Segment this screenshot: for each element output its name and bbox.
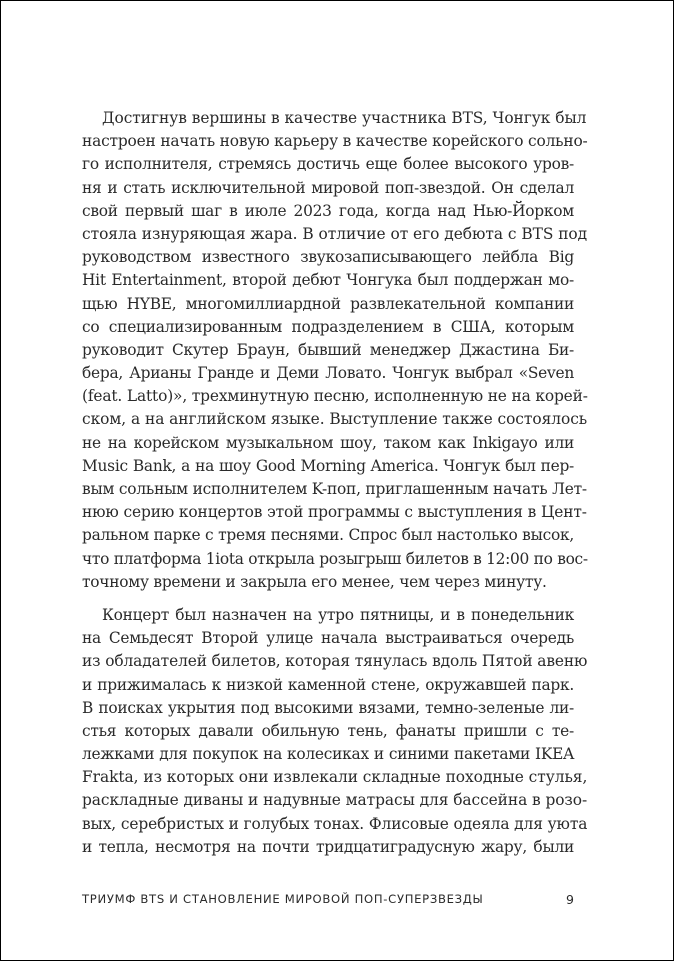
text-line: руководством известного звукозаписывающего лейбла Big <box>82 248 574 267</box>
text-line: В поисках укрытия под высокими вязами, темно-зеленые ли- <box>82 698 574 717</box>
text-line: не на корейском музыкальном шоу, таком как Inkigayo или <box>82 433 574 452</box>
text-line: раскладные диваны и надувные матрасы для бассейна в розо- <box>82 791 588 810</box>
text-line: руководит Скутер Браун, бывший менеджер Джастина Би- <box>82 340 574 359</box>
text-line: Frakta, из которых они извлекали складные походные стулья, <box>82 768 588 787</box>
text-line: точному времени и закрыла его менее, чем через минуту. <box>82 572 547 591</box>
text-line: что платформа 1iota открыла розыгрыш билетов в 12:00 по вос- <box>82 549 588 568</box>
text-line: на Семьдесят Второй улице начала выстраиваться очередь <box>82 629 574 648</box>
body-text <box>82 107 588 859</box>
text-line: ском, а на английском языке. Выступление также состоялось <box>82 410 588 429</box>
text-line: настроен начать новую карьеру в качестве корейского сольно- <box>82 132 588 151</box>
text-line: ня и стать исключительной мировой поп-звездой. Он сделал <box>82 178 574 197</box>
text-line: и тепла, несмотря на почти тридцатиградусную жару, были <box>82 837 574 856</box>
text-line: со специализированным подразделением в США, которым <box>82 317 574 336</box>
text-line: стояла изнуряющая жара. В отличие от его дебюта с BTS под <box>82 224 588 243</box>
paragraph <box>82 604 588 859</box>
text-line: бера, Арианы Гранде и Деми Ловато. Чонгук выбрал «Seven <box>82 364 574 383</box>
text-line: вых, серебристых и голубых тонах. Флисовые одеяла для уюта <box>82 814 588 833</box>
text-line: и прижималась к низкой каменной стене, окружавшей парк. <box>82 675 574 694</box>
text-line: щью HYBE, многомиллиардной развлекательной компании <box>82 294 574 313</box>
text-line: ральном парке с тремя песнями. Спрос был настолько высок, <box>82 526 574 545</box>
text-line: Hit Entertainment, второй дебют Чонгука был поддержан мо- <box>82 271 574 290</box>
text-line: вым сольным исполнителем K-поп, приглашенным начать Лет- <box>82 480 587 498</box>
paragraph-spacer <box>82 594 574 604</box>
text-line: из обладателей билетов, которая тянулась вдоль Пятой авеню <box>82 652 588 671</box>
text-line: (feat. Latto)», трехминутную песню, исполненную не на корей- <box>82 387 588 406</box>
running-head: ТРИУМФ BTS И СТАНОВЛЕНИЕ МИРОВОЙ ПОП-СУПЕРЗВЕЗДЫ <box>82 892 484 906</box>
text-line: Концерт был назначен на утро пятницы, и в понедельник <box>102 605 574 624</box>
text-line: Достигнув вершины в качестве участника BTS, Чонгук был <box>102 109 587 127</box>
page-number: 9 <box>566 892 574 907</box>
text-line: стья которых давали обильную тень, фанаты пришли с те- <box>82 721 574 740</box>
text-line: лежками для покупок на колесиках и синими пакетами IKEA <box>82 745 574 764</box>
text-line: Music Bank, а на шоу Good Morning America. Чонгук был пер- <box>82 456 574 475</box>
text-line: свой первый шаг в июле 2023 года, когда над Нью-Йорком <box>82 201 574 220</box>
text-line: нюю серию концертов этой программы с выступления в Цент- <box>82 503 587 522</box>
paragraph <box>82 107 588 594</box>
text-line: го исполнителя, стремясь достичь еще более высокого уров- <box>82 155 574 174</box>
page-footer <box>82 892 574 912</box>
